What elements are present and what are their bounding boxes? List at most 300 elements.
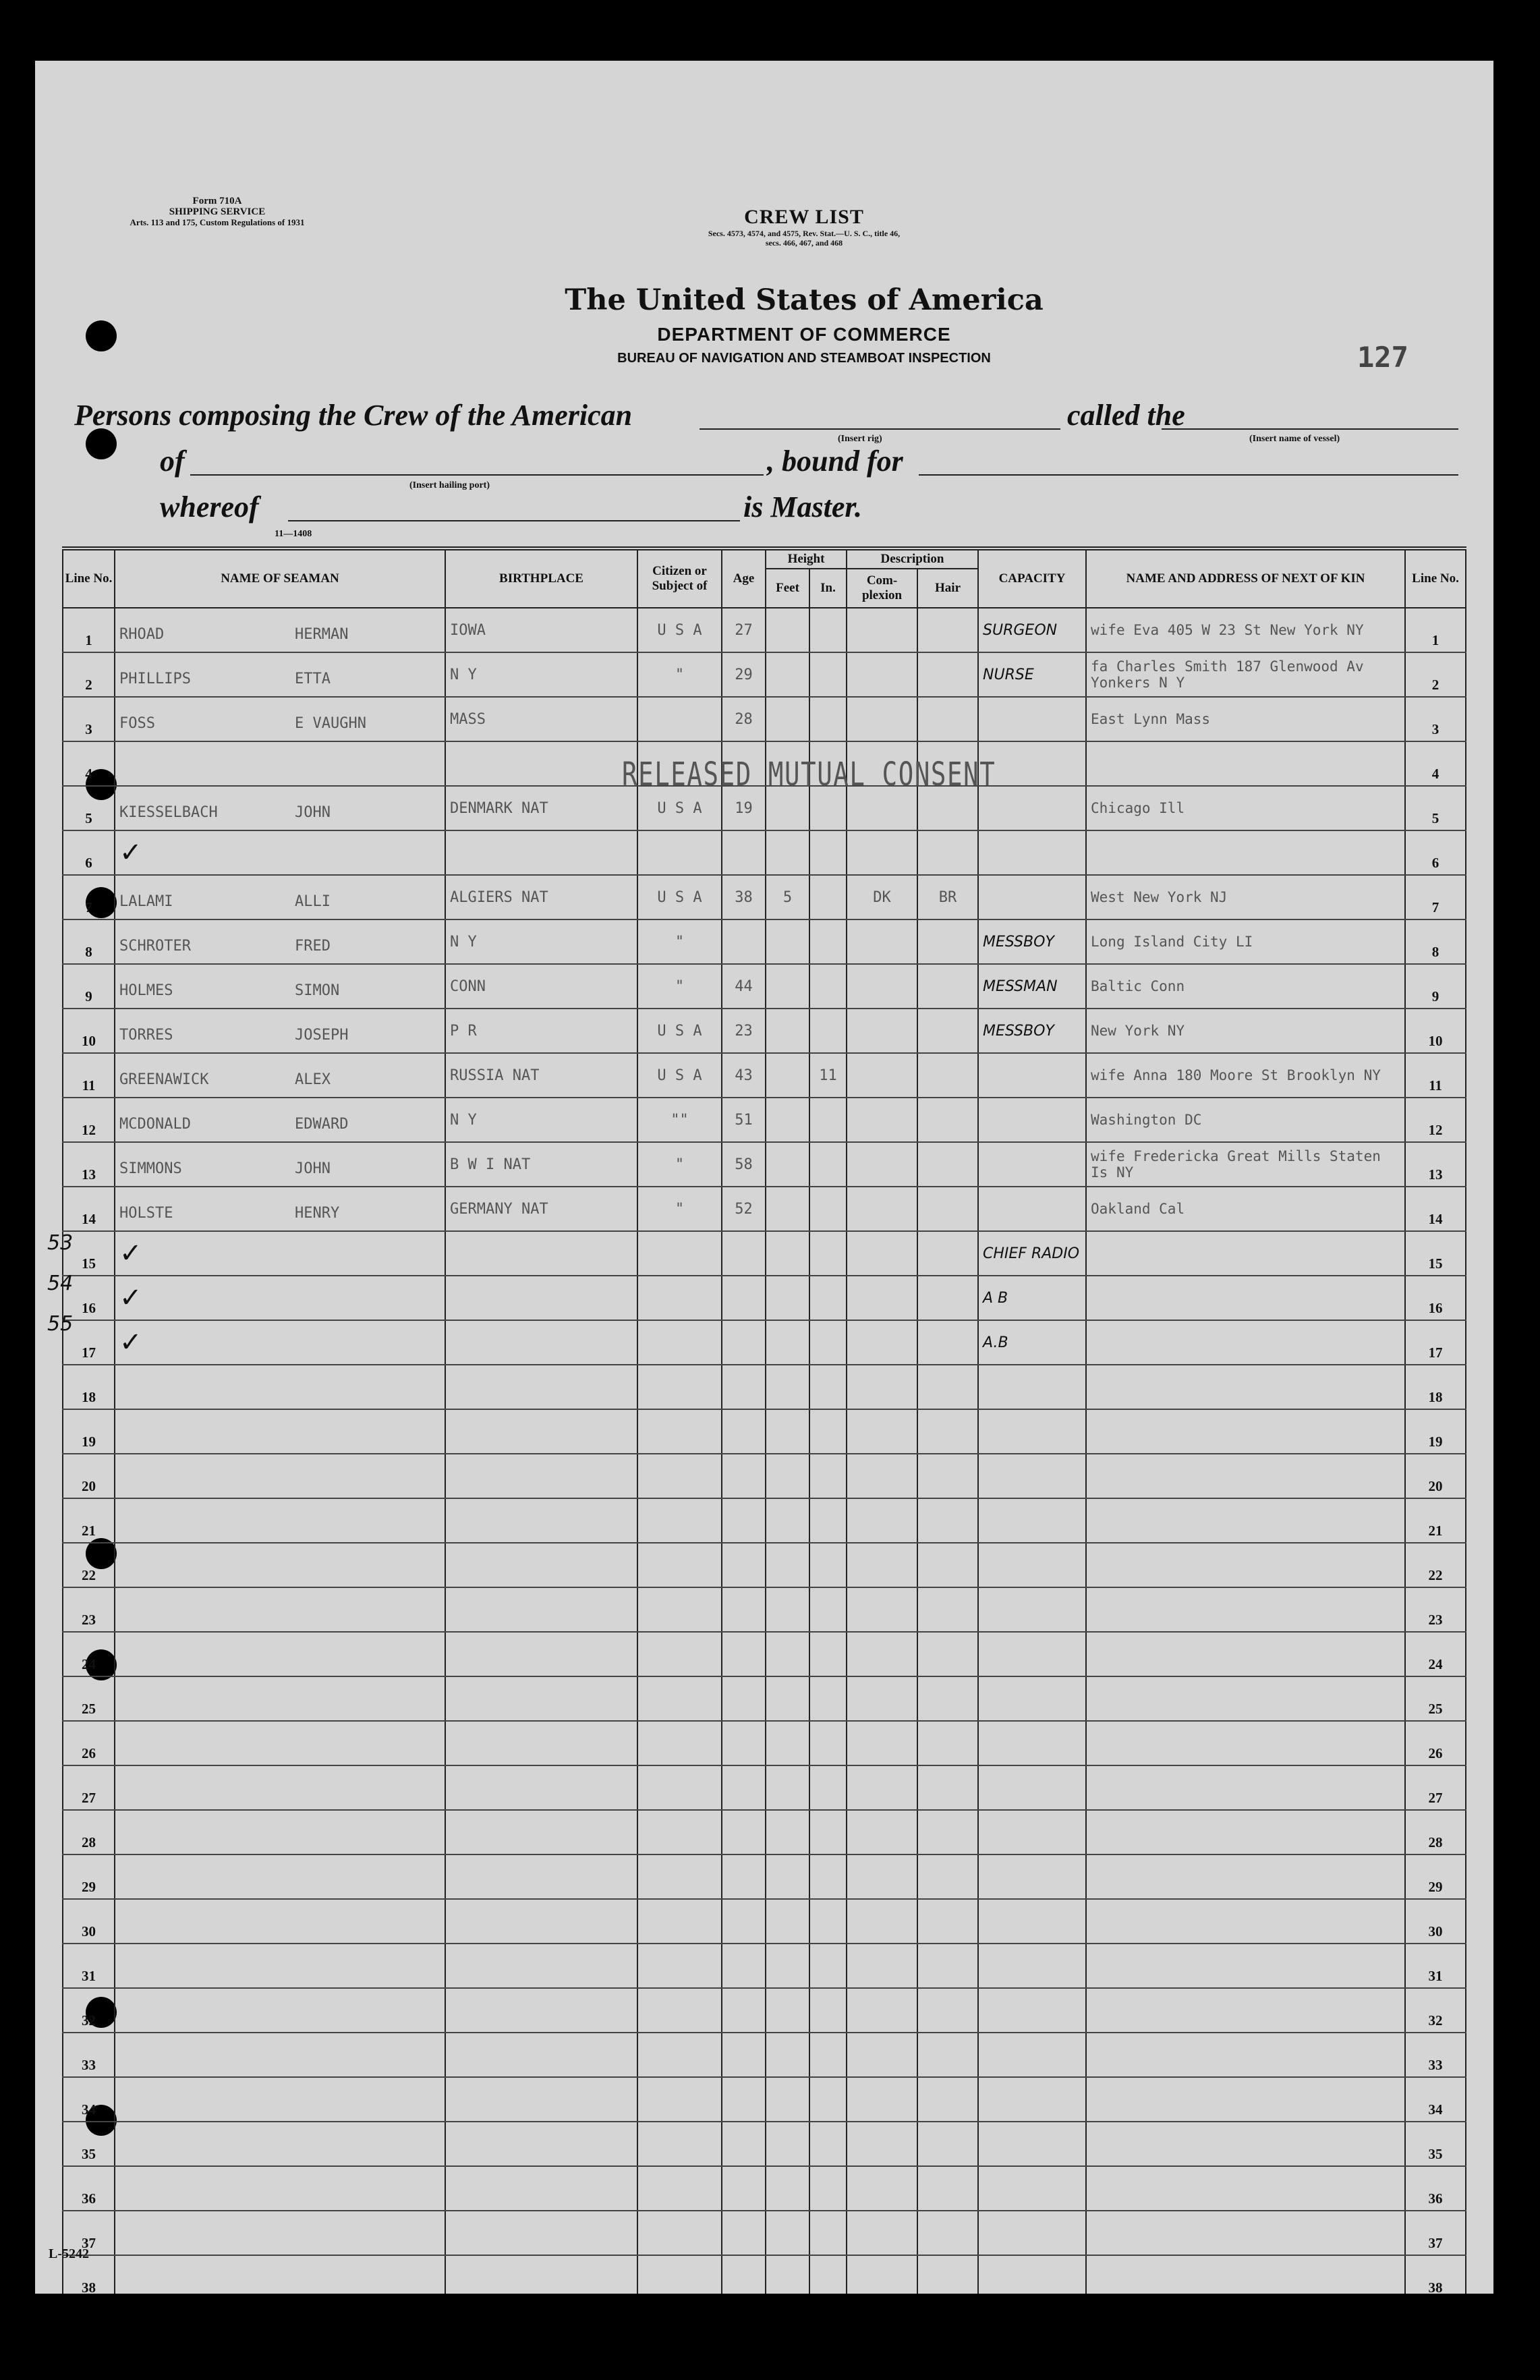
check-mark: ✓ (119, 1238, 142, 1269)
hair-cell (917, 1676, 978, 1721)
hair-cell (917, 1587, 978, 1632)
capacity-cell (978, 1409, 1086, 1454)
birthplace-cell (445, 2255, 637, 2294)
next-of-kin-cell (1086, 1587, 1405, 1632)
inches-cell (809, 652, 847, 697)
capacity-cell (978, 875, 1086, 919)
margin-note: 54 (47, 1272, 74, 1295)
line-number: 32 (63, 1988, 115, 2033)
feet-cell (766, 2211, 809, 2255)
crew-list-sheet (35, 61, 1493, 2294)
table-row (63, 2211, 1466, 2255)
next-of-kin-cell: Washington DC (1086, 1098, 1405, 1142)
line-number-right: 21 (1405, 1498, 1466, 1543)
hair-cell (917, 2077, 978, 2122)
birthplace-cell: CONN (445, 964, 637, 1009)
seaman-given-name: JOHN (295, 804, 331, 821)
inches-cell (809, 1676, 847, 1721)
shipping-service: SHIPPING SERVICE (169, 206, 266, 217)
table-row (63, 1320, 1466, 1365)
table-row (63, 2255, 1466, 2294)
age-cell (722, 1676, 766, 1721)
line-number: 20 (63, 1454, 115, 1498)
feet-cell (766, 608, 809, 652)
capacity-cell (978, 1187, 1086, 1231)
next-of-kin-cell (1086, 1632, 1405, 1676)
capacity-cell: NURSE (978, 652, 1086, 697)
hair-cell (917, 1944, 978, 1988)
birthplace-cell: N Y (445, 919, 637, 964)
citizen-cell: "" (637, 1098, 722, 1142)
col-height: Height (766, 548, 847, 569)
bound-for-field[interactable] (919, 474, 1458, 476)
seaman-name (115, 1721, 445, 1765)
line-number-right: 23 (1405, 1587, 1466, 1632)
birthplace-cell (445, 1320, 637, 1365)
capacity-cell: MESSMAN (978, 964, 1086, 1009)
age-cell: 29 (722, 652, 766, 697)
crew-table (62, 546, 1466, 2294)
citizen-cell (637, 830, 722, 875)
complexion-cell (847, 652, 917, 697)
next-of-kin-cell (1086, 2033, 1405, 2077)
line-number-right: 33 (1405, 2033, 1466, 2077)
col-birthplace: BIRTHPLACE (445, 548, 637, 608)
preamble-line1-mid: called the (1067, 399, 1185, 432)
inches-cell (809, 1810, 847, 1854)
table-row (63, 1944, 1466, 1988)
birthplace-cell: N Y (445, 1098, 637, 1142)
table-row (63, 2077, 1466, 2122)
seaman-name (115, 1899, 445, 1944)
header-row (63, 548, 1466, 569)
feet-cell (766, 1142, 809, 1187)
seaman-given-name: ETTA (295, 671, 331, 687)
line-number: 28 (63, 1810, 115, 1854)
inches-cell (809, 1320, 847, 1365)
statute-sections-line2: secs. 466, 467, and 468 (765, 238, 843, 248)
feet-cell (766, 1587, 809, 1632)
feet-cell (766, 1765, 809, 1810)
line-number-right: 2 (1405, 652, 1466, 697)
inches-cell (809, 1098, 847, 1142)
feet-cell (766, 1498, 809, 1543)
col-name: NAME OF SEAMAN (115, 548, 445, 608)
col-capacity: CAPACITY (978, 548, 1086, 608)
citizen-cell (637, 1676, 722, 1721)
capacity-cell (978, 2211, 1086, 2255)
line-number: 6 (63, 830, 115, 875)
table-row (63, 1721, 1466, 1765)
crew-table-body (63, 608, 1466, 2294)
feet-cell (766, 1409, 809, 1454)
age-cell: 51 (722, 1098, 766, 1142)
feet-cell (766, 1899, 809, 1944)
preamble-line1-start: Persons composing the Crew of the American (74, 399, 633, 432)
seaman-name (115, 1676, 445, 1721)
next-of-kin-cell (1086, 1676, 1405, 1721)
age-cell (722, 919, 766, 964)
seaman-surname: FOSS (119, 715, 155, 732)
citizen-cell (637, 1365, 722, 1409)
complexion-cell (847, 1320, 917, 1365)
next-of-kin-cell (1086, 1498, 1405, 1543)
line-number: 25 (63, 1676, 115, 1721)
seaman-surname: SIMMONS (119, 1160, 182, 1177)
table-row (63, 1854, 1466, 1899)
feet-cell (766, 652, 809, 697)
capacity-cell (978, 2166, 1086, 2211)
line-number: 10 (63, 1009, 115, 1053)
master-name-field[interactable] (288, 520, 740, 521)
hair-cell (917, 1632, 978, 1676)
seaman-name (115, 830, 445, 875)
preamble-line2-mid: , bound for (767, 445, 903, 478)
hair-cell (917, 608, 978, 652)
next-of-kin-cell: Oakland Cal (1086, 1187, 1405, 1231)
line-number-right: 4 (1405, 741, 1466, 786)
form-identification (76, 196, 359, 228)
citizen-cell (637, 2255, 722, 2294)
seaman-given-name: HERMAN (295, 626, 349, 643)
hair-cell (917, 1009, 978, 1053)
age-cell (722, 1454, 766, 1498)
table-row (63, 608, 1466, 652)
capacity-cell (978, 1454, 1086, 1498)
hair-cell (917, 964, 978, 1009)
line-number: 8 (63, 919, 115, 964)
birthplace-cell (445, 1988, 637, 2033)
birthplace-cell (445, 1854, 637, 1899)
hair-cell (917, 1721, 978, 1765)
citizen-cell (637, 1810, 722, 1854)
line-number: 35 (63, 2122, 115, 2166)
preamble-line2-start: of (160, 445, 185, 478)
age-cell: 28 (722, 697, 766, 741)
capacity-cell (978, 2033, 1086, 2077)
age-cell (722, 2255, 766, 2294)
birthplace-cell (445, 741, 637, 786)
preamble-line3-end: is Master. (743, 490, 863, 523)
next-of-kin-cell (1086, 1276, 1405, 1320)
complexion-cell (847, 1632, 917, 1676)
line-number: 12 (63, 1098, 115, 1142)
age-cell (722, 1587, 766, 1632)
birthplace-cell: DENMARK NAT (445, 786, 637, 830)
next-of-kin-cell (1086, 1810, 1405, 1854)
document-title: CREW LIST (744, 206, 864, 228)
hair-cell (917, 1543, 978, 1587)
age-cell (722, 2077, 766, 2122)
complexion-cell (847, 1142, 917, 1187)
line-number-right: 19 (1405, 1409, 1466, 1454)
seaman-name (115, 2033, 445, 2077)
statute-sections-line1: Secs. 4573, 4574, and 4575, Rev. Stat.—U. S. C., title 46, (708, 229, 901, 238)
seaman-name (115, 1276, 445, 1320)
next-of-kin-cell (1086, 1454, 1405, 1498)
hair-cell (917, 2122, 978, 2166)
hair-cell (917, 1365, 978, 1409)
seaman-surname: KIESSELBACH (119, 804, 218, 821)
hair-cell (917, 919, 978, 964)
inches-cell (809, 1587, 847, 1632)
department-heading: DEPARTMENT OF COMMERCE (657, 324, 951, 345)
capacity-cell (978, 1142, 1086, 1187)
inches-cell: 11 (809, 1053, 847, 1098)
table-row (63, 1632, 1466, 1676)
next-of-kin-cell (1086, 1409, 1405, 1454)
seaman-name (115, 1944, 445, 1988)
seaman-given-name: FRED (295, 938, 331, 955)
rig-field-hint: (Insert rig) (838, 434, 882, 444)
col-complexion: Com- plexion (847, 569, 917, 608)
complexion-cell (847, 2255, 917, 2294)
birthplace-cell (445, 1543, 637, 1587)
rig-field[interactable] (700, 428, 1060, 430)
line-number-right: 31 (1405, 1944, 1466, 1988)
feet-cell (766, 1944, 809, 1988)
seaman-name (115, 786, 445, 830)
citizen-cell (637, 1765, 722, 1810)
col-citizen: Citizen or Subject of (637, 548, 722, 608)
line-number: 31 (63, 1944, 115, 1988)
seaman-name (115, 1187, 445, 1231)
hair-cell (917, 1899, 978, 1944)
line-number: 23 (63, 1587, 115, 1632)
form-articles: Arts. 113 and 175, Custom Regulations of 1931 (130, 217, 305, 227)
seaman-name (115, 652, 445, 697)
seaman-name (115, 1365, 445, 1409)
check-mark: ✓ (119, 1282, 142, 1313)
inches-cell (809, 697, 847, 741)
seaman-surname: RHOAD (119, 626, 165, 643)
age-cell (722, 1543, 766, 1587)
inches-cell (809, 1365, 847, 1409)
age-cell (722, 2033, 766, 2077)
seaman-name (115, 1810, 445, 1854)
age-cell: 27 (722, 608, 766, 652)
capacity-cell (978, 1498, 1086, 1543)
next-of-kin-cell (1086, 1765, 1405, 1810)
line-number-right: 32 (1405, 1988, 1466, 2033)
birthplace-cell (445, 2077, 637, 2122)
citizen-cell (637, 1899, 722, 1944)
line-number: 21 (63, 1498, 115, 1543)
capacity-cell (978, 1899, 1086, 1944)
capacity-cell (978, 1854, 1086, 1899)
hailing-port-field[interactable] (190, 474, 764, 476)
capacity-cell: A B (978, 1276, 1086, 1320)
line-number-right: 29 (1405, 1854, 1466, 1899)
citizen-cell (637, 1409, 722, 1454)
table-row (63, 1187, 1466, 1231)
inches-cell (809, 1543, 847, 1587)
complexion-cell (847, 1988, 917, 2033)
table-row (63, 1409, 1466, 1454)
citizen-cell (637, 1543, 722, 1587)
line-number: 29 (63, 1854, 115, 1899)
table-row (63, 1098, 1466, 1142)
complexion-cell (847, 1543, 917, 1587)
line-number: 26 (63, 1721, 115, 1765)
feet-cell (766, 1320, 809, 1365)
feet-cell (766, 2077, 809, 2122)
seaman-name (115, 2077, 445, 2122)
capacity-cell (978, 1676, 1086, 1721)
capacity-cell (978, 1587, 1086, 1632)
hair-cell (917, 1854, 978, 1899)
seaman-name (115, 875, 445, 919)
citizen-cell (637, 2166, 722, 2211)
next-of-kin-cell: West New York NJ (1086, 875, 1405, 919)
capacity-cell (978, 2122, 1086, 2166)
line-number-right: 22 (1405, 1543, 1466, 1587)
table-row (63, 1587, 1466, 1632)
complexion-cell (847, 1098, 917, 1142)
col-line-no: Line No. (63, 548, 115, 608)
feet-cell (766, 964, 809, 1009)
line-number: 24 (63, 1632, 115, 1676)
capacity-cell (978, 1632, 1086, 1676)
margin-note: 53 (47, 1231, 74, 1255)
margin-note: 55 (47, 1312, 74, 1336)
capacity-cell (978, 1721, 1086, 1765)
col-description: Description (847, 548, 978, 569)
complexion-cell (847, 1944, 917, 1988)
punch-hole (86, 320, 117, 351)
table-row (63, 2033, 1466, 2077)
table-row (63, 652, 1466, 697)
complexion-cell (847, 1587, 917, 1632)
print-code: 11—1408 (275, 529, 312, 539)
feet-cell (766, 2033, 809, 2077)
hair-cell (917, 1320, 978, 1365)
citizen-cell: U S A (637, 786, 722, 830)
citizen-cell: U S A (637, 608, 722, 652)
table-row (63, 1810, 1466, 1854)
citizen-cell (637, 2033, 722, 2077)
next-of-kin-cell: wife Fredericka Great Mills Staten Is NY (1086, 1142, 1405, 1187)
seaman-name (115, 1765, 445, 1810)
age-cell (722, 1498, 766, 1543)
line-number-right: 30 (1405, 1899, 1466, 1944)
birthplace-cell (445, 1765, 637, 1810)
seaman-name (115, 1053, 445, 1098)
table-row (63, 1899, 1466, 1944)
capacity-cell: CHIEF RADIO (978, 1231, 1086, 1276)
citizen-cell (637, 1231, 722, 1276)
citizen-cell (637, 1988, 722, 2033)
seaman-surname: HOLSTE (119, 1205, 173, 1222)
table-row (63, 1765, 1466, 1810)
next-of-kin-cell (1086, 2077, 1405, 2122)
seaman-name (115, 1854, 445, 1899)
complexion-cell (847, 2166, 917, 2211)
citizen-cell (637, 1587, 722, 1632)
table-row (63, 697, 1466, 741)
next-of-kin-cell (1086, 1721, 1405, 1765)
line-number: 19 (63, 1409, 115, 1454)
hair-cell (917, 1187, 978, 1231)
seaman-name (115, 964, 445, 1009)
seaman-name (115, 1988, 445, 2033)
col-line-no-right: Line No. (1405, 548, 1466, 608)
complexion-cell (847, 1765, 917, 1810)
line-number: 14 (63, 1187, 115, 1231)
line-number-right: 6 (1405, 830, 1466, 875)
seaman-given-name: E VAUGHN (295, 715, 366, 732)
age-cell (722, 1320, 766, 1365)
complexion-cell (847, 2211, 917, 2255)
col-inches: In. (809, 569, 847, 608)
feet-cell (766, 1365, 809, 1409)
hair-cell (917, 2211, 978, 2255)
inches-cell (809, 1409, 847, 1454)
hair-cell (917, 830, 978, 875)
hair-cell (917, 1810, 978, 1854)
feet-cell (766, 830, 809, 875)
complexion-cell (847, 1810, 917, 1854)
feet-cell (766, 1053, 809, 1098)
line-number-right: 15 (1405, 1231, 1466, 1276)
citizen-cell (637, 2211, 722, 2255)
birthplace-cell (445, 1587, 637, 1632)
table-row (63, 964, 1466, 1009)
complexion-cell (847, 1053, 917, 1098)
complexion-cell (847, 830, 917, 875)
seaman-name (115, 741, 445, 786)
check-mark: ✓ (119, 837, 142, 868)
seaman-name (115, 2166, 445, 2211)
hair-cell (917, 1765, 978, 1810)
complexion-cell (847, 1365, 917, 1409)
line-number: 1 (63, 608, 115, 652)
birthplace-cell (445, 1944, 637, 1988)
inches-cell (809, 2077, 847, 2122)
line-number: 36 (63, 2166, 115, 2211)
table-row (63, 1454, 1466, 1498)
next-of-kin-cell (1086, 1320, 1405, 1365)
birthplace-cell: N Y (445, 652, 637, 697)
birthplace-cell (445, 1632, 637, 1676)
hair-cell (917, 2033, 978, 2077)
age-cell (722, 1988, 766, 2033)
hair-cell (917, 1276, 978, 1320)
seaman-name (115, 1543, 445, 1587)
feet-cell (766, 1098, 809, 1142)
seaman-surname: MCDONALD (119, 1116, 191, 1133)
vessel-name-field[interactable] (1162, 428, 1458, 430)
statute-sections (561, 229, 1047, 248)
line-number-right: 13 (1405, 1142, 1466, 1187)
age-cell: 19 (722, 786, 766, 830)
next-of-kin-cell (1086, 1543, 1405, 1587)
table-row (63, 1365, 1466, 1409)
col-next-of-kin: NAME AND ADDRESS OF NEXT OF KIN (1086, 548, 1405, 608)
inches-cell (809, 1721, 847, 1765)
table-row (63, 1543, 1466, 1587)
hair-cell (917, 1053, 978, 1098)
line-number: 34 (63, 2077, 115, 2122)
line-number-right: 27 (1405, 1765, 1466, 1810)
footer-code: L-5242 (49, 2246, 89, 2261)
inches-cell (809, 875, 847, 919)
line-number-right: 20 (1405, 1454, 1466, 1498)
capacity-cell: A.B (978, 1320, 1086, 1365)
complexion-cell (847, 1676, 917, 1721)
next-of-kin-cell: wife Eva 405 W 23 St New York NY (1086, 608, 1405, 652)
next-of-kin-cell: Chicago Ill (1086, 786, 1405, 830)
